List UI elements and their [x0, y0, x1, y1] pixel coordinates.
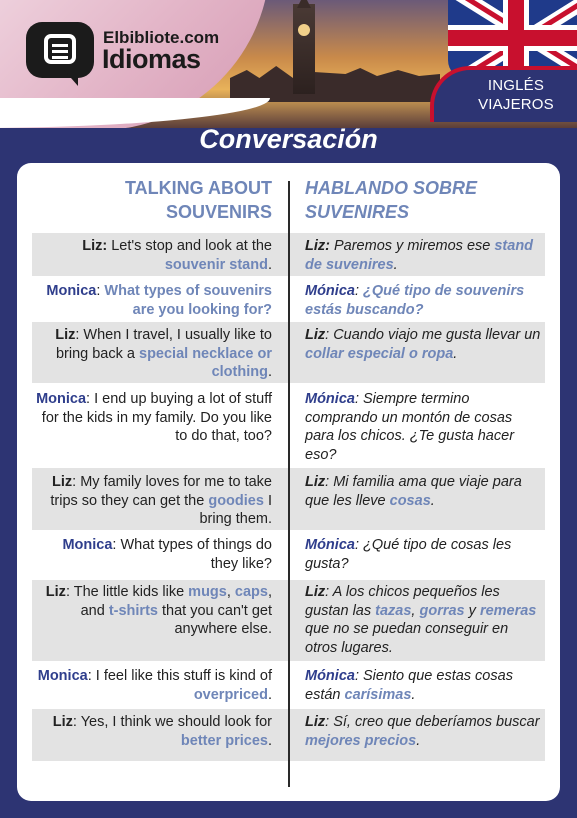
speaker-name: Liz:: [82, 238, 108, 254]
line-text: .: [430, 492, 435, 509]
line-text: : My family loves for me to take trips so they can get the: [50, 474, 272, 509]
vocab-highlight: stand de suvenires: [305, 238, 534, 273]
speaker-name: Liz: [305, 327, 326, 343]
page-title: Conversación: [199, 124, 378, 154]
speaker-name: Liz: [45, 584, 66, 600]
english-line: [32, 667, 272, 704]
english-line: [32, 473, 272, 529]
line-text: y: [464, 602, 480, 619]
vocab-highlight: goodies: [208, 492, 264, 509]
tower-spire: [297, 0, 311, 8]
line-text: : Cuando viajo me gusta llevar un: [325, 327, 541, 343]
badge-topic: VIAJEROS: [478, 96, 554, 113]
speaker-name: Mónica: [305, 537, 355, 553]
line-text: : When I travel, I usually like to bring back a: [55, 327, 272, 362]
line-text: that you can't get anywhere else.: [157, 602, 272, 637]
line-text: : ¿Qué tipo de cosas les gusta?: [305, 537, 512, 572]
brand-domain: Elbibliote.com: [103, 28, 220, 47]
clock-face: [298, 24, 310, 36]
line-text: : A los chicos pequeños les gustan las: [305, 584, 500, 619]
english-heading-line1: TALKING ABOUT: [125, 178, 272, 198]
vocab-highlight: carísimas: [344, 686, 412, 703]
speaker-name: Monica: [62, 537, 113, 553]
vocab-highlight: gorras: [419, 602, 465, 619]
header-banner: [0, 0, 577, 128]
speaker-name: Mónica: [305, 668, 355, 684]
english-line: [32, 390, 272, 446]
line-text: : Siento que estas cosas están: [305, 668, 513, 703]
logo-line: [52, 50, 68, 53]
line-text: .: [267, 364, 272, 380]
line-text: : What types of things do they like?: [112, 537, 272, 572]
line-text: .: [416, 732, 421, 749]
speaker-name: Monica: [37, 668, 88, 684]
spanish-line: [305, 473, 543, 510]
line-text: .: [411, 686, 416, 703]
speaker-name: Liz: [305, 714, 326, 730]
line-text: ,: [411, 602, 420, 619]
big-ben-tower: [293, 4, 315, 94]
vocab-highlight: caps: [234, 584, 268, 600]
line-text: : Yes, I think we should look for: [72, 714, 272, 730]
line-text: Let's stop and look at the: [107, 238, 272, 254]
brand-name: Idiomas: [102, 44, 201, 74]
line-text: :: [354, 283, 364, 299]
speaker-name: Monica: [46, 283, 97, 299]
vocab-highlight: overpriced: [193, 686, 268, 703]
vocab-highlight: souvenir stand: [164, 256, 268, 273]
line-text: :: [96, 283, 105, 299]
speaker-name: Monica: [36, 391, 87, 407]
spanish-heading: [305, 176, 545, 224]
vocab-highlight: better prices: [180, 732, 268, 749]
logo-line: [52, 44, 68, 47]
speaker-name: Liz: [55, 327, 76, 343]
speaker-name: Liz: [305, 474, 326, 490]
spanish-heading-line1: HABLANDO SOBRE: [305, 178, 478, 198]
speaker-name: Liz: [52, 714, 73, 730]
line-text: ,: [226, 584, 235, 600]
speaker-name: Liz:: [305, 238, 330, 254]
line-text: , and: [80, 584, 272, 619]
badge-language: INGLÉS: [487, 77, 545, 94]
vocab-highlight: collar especial o ropa: [305, 345, 454, 362]
spanish-line: [305, 667, 543, 704]
logo-book-icon: [44, 34, 76, 64]
line-text: .: [453, 345, 458, 362]
english-heading-line2: SOUVENIRS: [165, 202, 272, 222]
vocab-highlight: What types of souvenirs are you looking for?: [104, 283, 272, 318]
column-divider: [288, 181, 290, 787]
line-text: Paremos y miremos ese: [329, 238, 495, 254]
line-text: : Mi familia ama que viaje para que les lleve: [305, 474, 522, 509]
english-line: [32, 326, 272, 382]
english-line: [32, 713, 272, 750]
line-text: : Sí, creo que deberíamos buscar: [325, 714, 540, 730]
english-line: [32, 237, 272, 274]
speaker-name: Mónica: [305, 391, 355, 407]
vocab-highlight: cosas: [389, 492, 431, 509]
vocab-highlight: t-shirts: [108, 602, 158, 619]
vocab-highlight: special necklace or clothing: [139, 345, 272, 380]
spanish-line: [305, 583, 543, 657]
line-text: : Siempre termino comprando un montón de cosas para los chicos. ¿Te gusta hacer eso?: [305, 391, 515, 463]
spanish-line: [305, 536, 543, 573]
vocab-highlight: mugs: [188, 584, 227, 600]
line-text: .: [267, 256, 272, 273]
spanish-line: [305, 237, 543, 274]
speaker-name: Mónica: [305, 283, 355, 299]
line-text: : I end up buying a lot of stuff for the kids in my family. Do you like to do that, too?: [41, 391, 272, 444]
logo-tail: [64, 70, 78, 86]
line-text: .: [267, 732, 272, 749]
spanish-line: [305, 326, 543, 363]
category-badge: [430, 66, 577, 122]
spanish-line: [305, 390, 543, 464]
vocab-highlight: tazas: [375, 602, 412, 619]
spanish-heading-line2: SUVENIRES: [305, 202, 410, 222]
speaker-name: Liz: [305, 584, 326, 600]
vocab-highlight: ¿Qué tipo de souvenirs estás buscando?: [305, 283, 525, 318]
line-text: I bring them.: [199, 492, 272, 527]
vocab-highlight: remeras: [479, 602, 537, 619]
english-heading: [32, 176, 272, 224]
line-text: que no se puedan conseguir en otros lugares.: [305, 621, 509, 656]
english-line: [32, 583, 272, 639]
english-line: [32, 536, 272, 573]
spanish-line: [305, 713, 543, 750]
speaker-name: Liz: [52, 474, 73, 490]
spanish-line: [305, 282, 543, 319]
logo-line: [52, 56, 68, 59]
line-text: : The little kids like: [65, 584, 189, 600]
line-text: : I feel like this stuff is kind of: [87, 668, 272, 684]
line-text: .: [393, 256, 398, 273]
vocab-highlight: mejores precios: [305, 732, 417, 749]
english-line: [32, 282, 272, 319]
line-text: .: [267, 686, 272, 703]
